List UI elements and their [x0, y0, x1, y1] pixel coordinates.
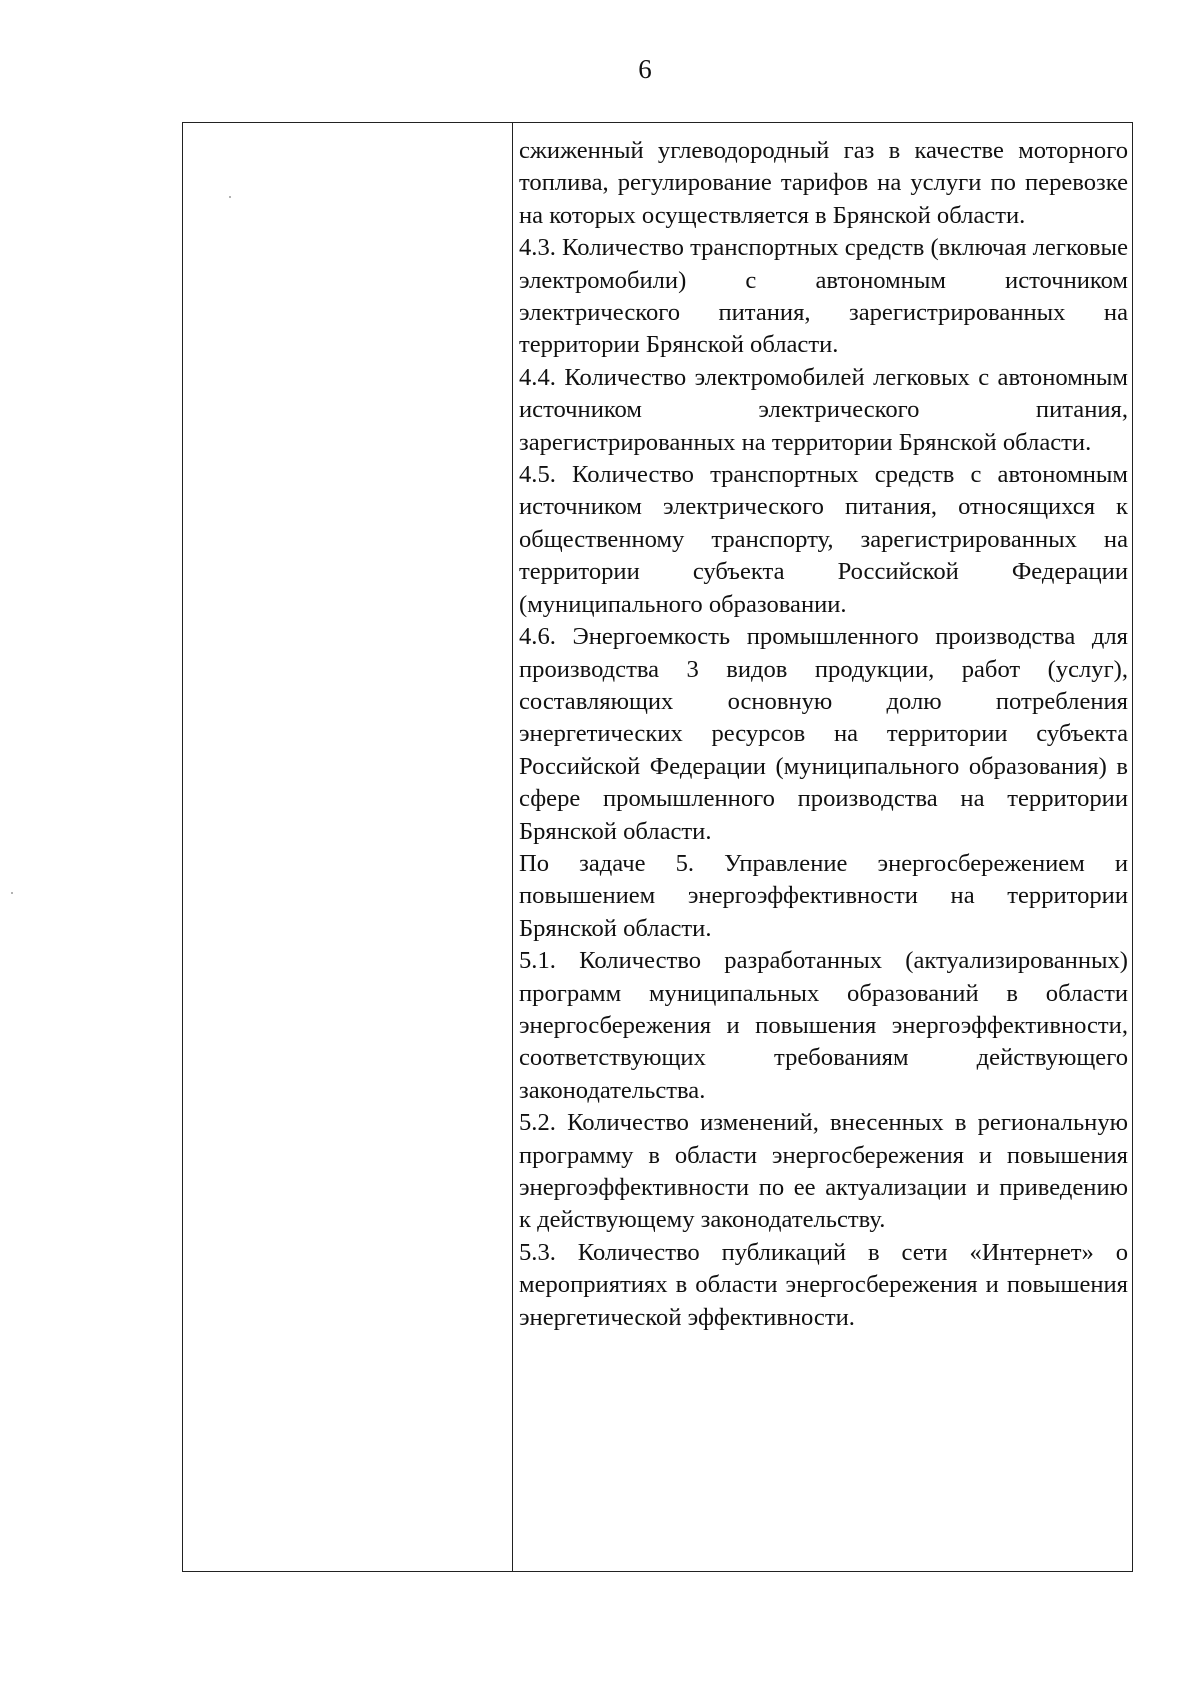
- paragraph-5-2: 5.2. Количество изменений, внесенных в региональную программу в области энергосбережения и повышения энергоэффективности по ее актуализации и приведению к действующему законодательству.: [519, 1109, 1128, 1234]
- paragraph-lpg-fuel: сжиженный углеводородный газ в качестве моторного топлива, регулирование тарифов на услуги по перевозке на которых осуществляется в Брянской области.: [519, 137, 1128, 229]
- paragraph-4-3: 4.3. Количество транспортных средств (включая легковые электромобили) с автономным источником электрического питания, зарегистрированных на территории Брянской области.: [519, 234, 1128, 359]
- paragraph-5-1: 5.1. Количество разработанных (актуализированных) программ муниципальных образований в области энергосбережения и повышения энергоэффективности, соответствующих требованиям действующего законодательства.: [519, 947, 1128, 1104]
- paragraph-4-6: 4.6. Энергоемкость промышленного производства для производства 3 видов продукции, работ (услуг), составляющих основную долю потребления энергетических ресурсов на территории субъекта Российской Федерации (муниципального образования) в сфере промышленного производства на территории Брянской области.: [519, 623, 1128, 845]
- table-right-cell: [513, 123, 1132, 1571]
- indicators-table: [182, 122, 1133, 1572]
- table-left-cell: [183, 123, 513, 1571]
- paragraph-5-3: 5.3. Количество публикаций в сети «Интернет» о мероприятиях в области энергосбережения и повышения энергетической эффективности.: [519, 1238, 1128, 1331]
- scan-speck: [11, 892, 13, 894]
- paragraph-4-4: 4.4. Количество электромобилей легковых с автономным источником электрического питания, зарегистрированных на территории Брянской области.: [519, 363, 1128, 456]
- paragraph-task-5: По задаче 5. Управление энергосбережением и повышением энергоэффективности на территории Брянской области.: [519, 849, 1128, 942]
- paragraph-4-5: 4.5. Количество транспортных средств с автономным источником электрического питания, относящихся к общественному транспорту, зарегистрированных на территории субъекта Российской Федерации (муниципального образовании.: [519, 461, 1128, 618]
- page-number: 6: [638, 54, 652, 84]
